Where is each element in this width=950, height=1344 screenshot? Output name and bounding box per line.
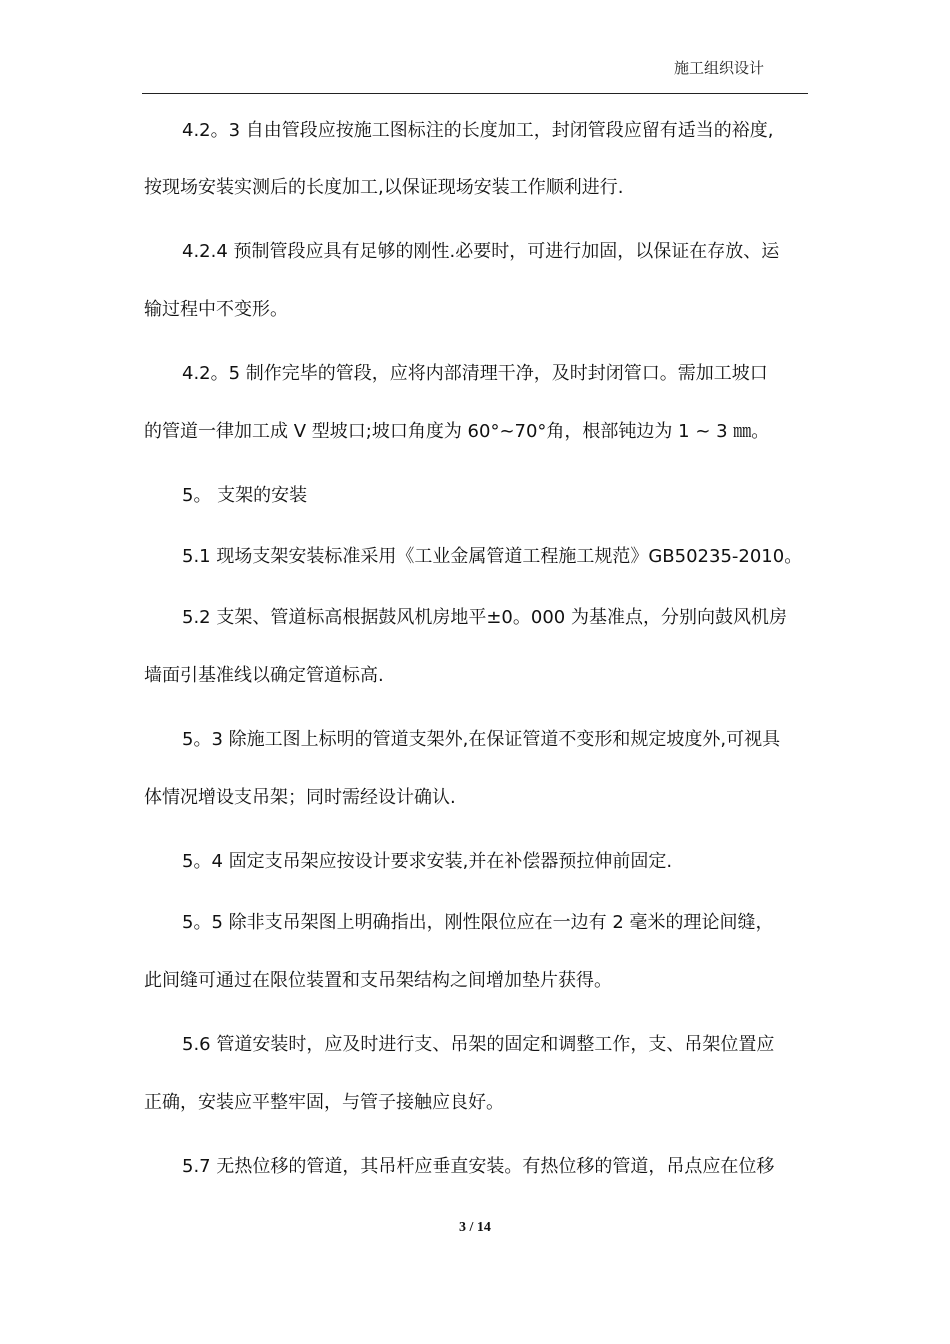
paragraph-4-2-5-line-1: 4.2。5 制作完毕的管段，应将内部清理干净，及时封闭管口。需加工坡口 xyxy=(182,363,768,384)
paragraph-5-5-line-2: 此间缝可通过在限位装置和支吊架结构之间增加垫片获得。 xyxy=(144,970,612,991)
paragraph-5-1: 5.1 现场支架安装标准采用《工业金属管道工程施工规范》GB50235-2010。 xyxy=(182,546,803,567)
paragraph-5-5-line-1: 5。5 除非支吊架图上明确指出，刚性限位应在一边有 2 毫米的理论间缝， xyxy=(182,912,774,933)
paragraph-5-6-line-1: 5.6 管道安装时，应及时进行支、吊架的固定和调整工作，支、吊架位置应 xyxy=(182,1034,775,1055)
page-number: 3 / 14 xyxy=(459,1220,491,1235)
paragraph-5-4: 5。4 固定支吊架应按设计要求安装,并在补偿器预拉伸前固定. xyxy=(182,851,673,872)
paragraph-4-2-3-line-1: 4.2。3 自由管段应按施工图标注的长度加工，封闭管段应留有适当的裕度, xyxy=(182,120,774,141)
paragraph-5-3-line-2: 体情况增设支吊架；同时需经设计确认. xyxy=(144,787,456,808)
paragraph-4-2-4-line-1: 4.2.4 预制管段应具有足够的刚性.必要时，可进行加固，以保证在存放、运 xyxy=(182,241,780,262)
header-title: 施工组织设计 xyxy=(673,59,764,77)
paragraph-5-2-line-1: 5.2 支架、管道标高根据鼓风机房地平±0。000 为基准点，分别向鼓风机房 xyxy=(182,607,787,628)
paragraph-5-2-line-2: 墙面引基准线以确定管道标高. xyxy=(144,665,384,686)
paragraph-4-2-3-line-2: 按现场安装实测后的长度加工,以保证现场安装工作顺利进行. xyxy=(144,177,624,198)
paragraph-4-2-4-line-2: 输过程中不变形。 xyxy=(144,299,288,320)
section-5-heading: 5。 支架的安装 xyxy=(182,485,308,506)
paragraph-5-3-line-1: 5。3 除施工图上标明的管道支架外,在保证管道不变形和规定坡度外,可视具 xyxy=(182,729,781,750)
page-header xyxy=(142,0,808,94)
paragraph-5-7-line-1: 5.7 无热位移的管道，其吊杆应垂直安装。有热位移的管道，吊点应在位移 xyxy=(182,1156,775,1177)
paragraph-4-2-5-line-2: 的管道一律加工成 V 型坡口;坡口角度为 60°~70°角，根部钝边为 1 ~ 3 ㎜。 xyxy=(144,421,770,442)
paragraph-5-6-line-2: 正确，安装应平整牢固，与管子接触应良好。 xyxy=(144,1092,504,1113)
